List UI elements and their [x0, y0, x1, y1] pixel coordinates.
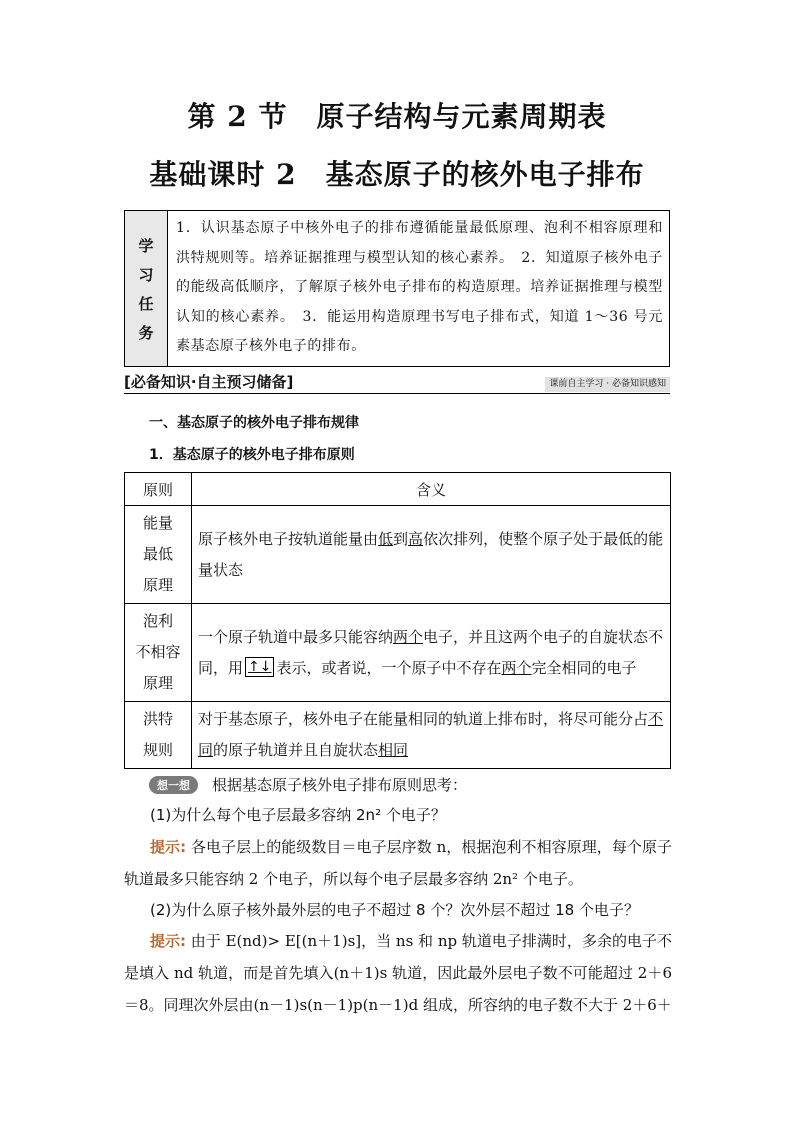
section-title: [必备知识·自主预习储备]	[124, 373, 294, 391]
heading-1: 一、基态原子的核外电子排布规律	[149, 415, 359, 431]
principle-name: 能量 最低 原理	[125, 506, 192, 604]
principle-desc: 对于基态原子，核外电子在能量相同的轨道上排布时，将尽可能分占不同的原子轨道并且自旋状态相同	[192, 702, 671, 769]
think-prompt: 根据基态原子核外电子排布原则思考：	[212, 776, 468, 794]
principle-name: 洪特 规则	[125, 702, 192, 769]
principle-desc: 原子核外电子按轨道能量由低到高依次排列，使整个原子处于最低的能量状态	[192, 506, 671, 604]
col-principle: 原则	[125, 473, 192, 506]
answer-2: 提示: 由于 E(nd)> E[(n＋1)s]，当 ns 和 np 轨道电子排满时，多余的电子不是填入 nd 轨道，而是首先填入(n＋1)s 轨道，因此最外层电子数不可能超过 2＋6＝8。同理次外层由(n－1)s(n－1)p(n－1)d 组成，所容纳的电子数不大于 2＋6＋	[124, 932, 672, 1014]
table-row	[125, 604, 671, 702]
col-meaning: 含义	[192, 473, 671, 506]
hint-label: 提示:	[150, 838, 187, 856]
think-badge: 想一想	[149, 776, 198, 794]
section-tag: 课前自主学习 · 必备知识感知	[545, 377, 670, 392]
learning-goals-box	[124, 210, 670, 367]
think-row	[149, 774, 467, 795]
section-header	[124, 371, 670, 394]
hint-label: 提示:	[150, 932, 187, 950]
principles-table	[124, 472, 671, 769]
goal-text: 1．认识基态原子中核外电子的排布遵循能量最低原理、泡利不相容原理和洪特规则等。培养证据推理与模型认知的核心素养。 2．知道原子核外电子的能级高低顺序，了解原子核外电子排布的构造原理。培养证据推理与模型认知的核心素养。 3．能运用构造原理书写电子排布式，知道 1～36 号元素基态原子核外电子的排布。	[176, 220, 663, 354]
table-row	[125, 702, 671, 769]
heading-2: 1．基态原子的核外电子排布原则	[149, 447, 355, 463]
lesson-title: 基础课时 2 基态原子的核外电子排布	[149, 158, 645, 191]
principle-desc: 一个原子轨道中最多只能容纳两个电子，并且这两个电子的自旋状态不同，用 ↑↓ 表示，或者说，一个原子中不存在两个完全相同的电子	[192, 604, 671, 702]
chapter-title: 第 2 节 原子结构与元素周期表	[187, 100, 607, 133]
spin-pair-symbol: ↑↓	[245, 657, 274, 677]
principle-name: 泡利 不相容 原理	[125, 604, 192, 702]
table-row	[125, 506, 671, 604]
answer-1: 提示: 各电子层上的能级数目＝电子层序数 n，根据泡利不相容原理，每个原子轨道最多只能容纳 2 个电子，所以每个电子层最多容纳 2n² 个电子。	[124, 838, 672, 888]
table-header-row	[125, 473, 671, 506]
question-2: (2)为什么原子核外最外层的电子不超过 8 个？次外层不超过 18 个电子？	[150, 901, 639, 919]
question-1: (1)为什么每个电子层最多容纳 2n² 个电子？	[150, 806, 446, 824]
goal-label: 学 习 任 务	[125, 211, 168, 366]
